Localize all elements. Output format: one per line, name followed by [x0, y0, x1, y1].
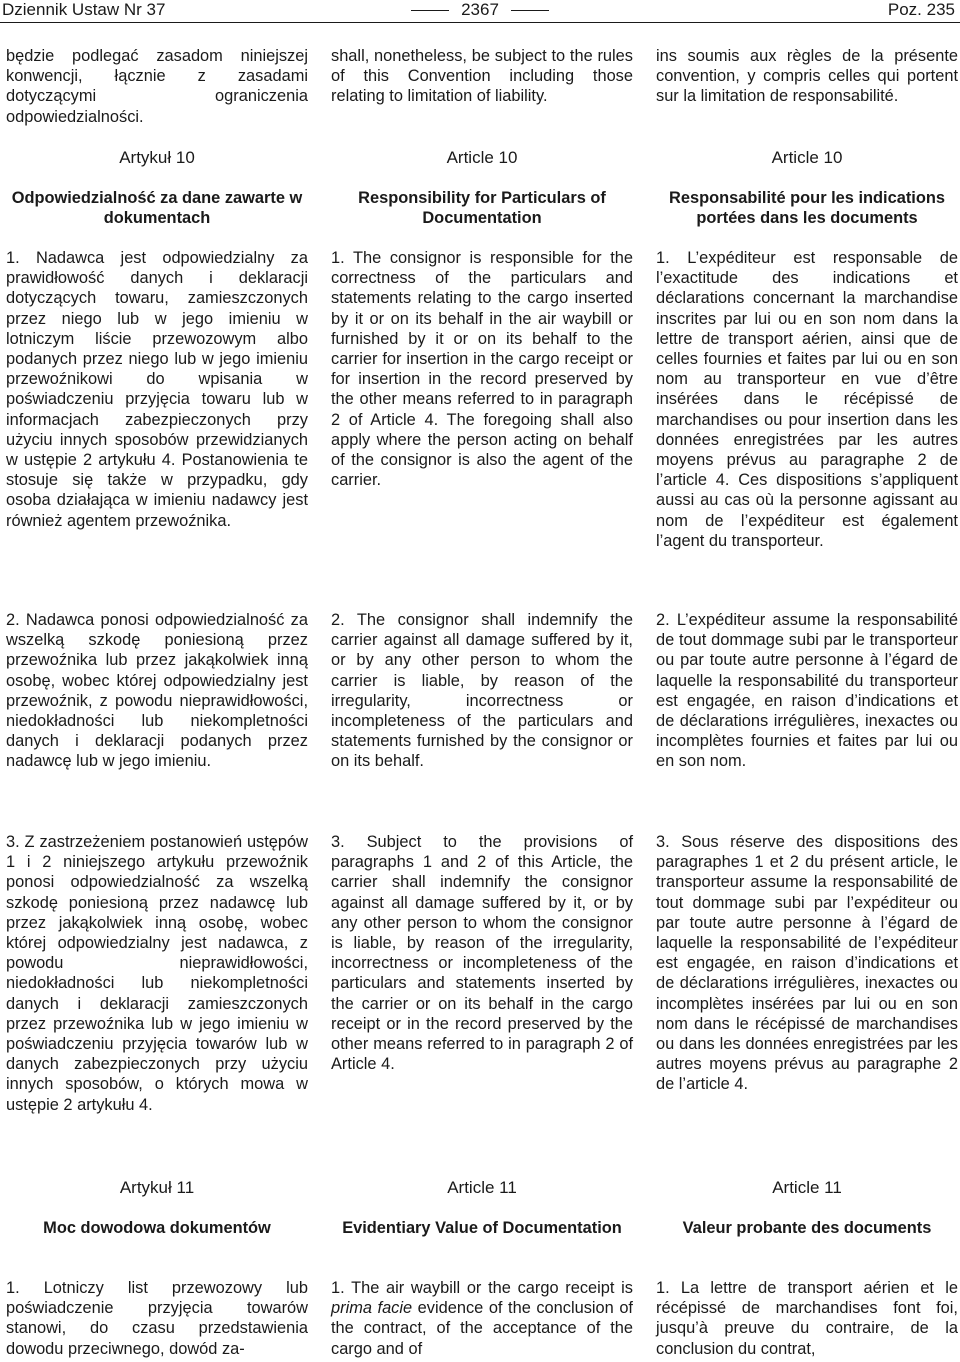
fr-article-11-title: Valeur probante des documents — [682, 1219, 932, 1237]
en-p4-block — [331, 1278, 633, 1359]
pl-paragraph-3: 3. Z zastrzeżeniem postanowień ustępów 1 i 2 niniejszego artykułu przewoźnik ponosi odpowiedzialność za wszelką szkodę poniesioną przez nadawcę lub przez jakąkolwiek inną osobę, wobec której odpowiedzialny jest nadawca, z powodu nieprawidłowości, niedokładności lub niekompletności danych i deklaracji zamieszczonych przez przewoźnika lub w jego imieniu w poświadczeniu przyjęcia towarów lub w danych zabezpieczonych przy użyciu innych sposobów, o których mowa w ustępie 2 artykułu 4. — [6, 833, 308, 1114]
en-p2-block — [331, 610, 633, 772]
en-paragraph-2: 2. The consignor shall indemnify the carrier against all damage suffered by it, or by any other person to whom the carrier is liable, by reason of the irregularity, incorrectness or incompleteness of the particulars and statements furnished by the consignor or on its behalf. — [331, 611, 633, 771]
pl-article-11-heading: Artykuł 11 — [119, 1178, 195, 1197]
en-article-11-title-block — [331, 1218, 633, 1238]
page-number-dash-left — [411, 10, 449, 11]
item-number: Poz. 235 — [887, 0, 955, 19]
pl-p3-block — [6, 832, 308, 1115]
fr-paragraph-2: 2. L’expéditeur assume la responsabilité de tout dommage subi par le transporteur ou par toute autre personne à l’égard de laquelle la responsabilité du transporteur est engagée, en raison d’indications et de déclarations irrégulières, inexactes ou incomplètes fournies et faites par lui ou en son nom. — [656, 611, 958, 771]
en-p4-text-a: 1. The air waybill or the cargo receipt is — [331, 1279, 633, 1297]
en-intro: shall, nonetheless, be subject to the rules of this Convention including those relating to limitation of liability. — [331, 47, 633, 106]
fr-article-10-title-block — [656, 188, 958, 228]
en-p4-text-b: evidence of the conclusion of the contract, of the acceptance of the cargo and of — [331, 1299, 633, 1358]
en-article-10-title-block — [331, 188, 633, 228]
page-header — [0, 0, 960, 22]
pl-paragraph-2: 2. Nadawca ponosi odpowiedzialność za wszelką szkodę poniesioną przez przewoźnika lub przez jakąkolwiek inną osobę, wobec której odpowiedzialny jest przewoźnik, z powodu nieprawidłowości, niedokładności lub niekompletności danych i deklaracji podanych przez nadawcę lub w jego imieniu. — [6, 611, 308, 771]
fr-article-11-heading: Article 11 — [772, 1178, 842, 1197]
pl-article-10-heading: Artykuł 10 — [119, 148, 195, 167]
page-number-dash-right — [511, 10, 549, 11]
header-rule — [0, 22, 960, 23]
en-article-11-heading: Article 11 — [447, 1178, 517, 1197]
fr-p2-block — [656, 610, 958, 772]
pl-paragraph-1: 1. Nadawca jest odpowiedzialny za prawidłowość danych i deklaracji dotyczących towaru, zamieszczonych przez niego lub w jego imieniu w lotniczym liście przewozowym albo podanych przez niego lub w jego imieniu przewoźnikowi do wpisania w poświadczeniu przyjęcia towaru lub w informacjach zabezpieczonych przy użyciu innych sposobów przewidzianych w ustępie 2 artykułu 4. Postanowienia te stosuje się także w przypadku, gdy osoba działająca w imieniu nadawcy jest również agentem przewoźnika. — [6, 249, 308, 530]
fr-p3-block — [656, 832, 958, 1095]
pl-p2-block — [6, 610, 308, 772]
fr-article-11-title-block — [656, 1218, 958, 1238]
fr-intro-block — [656, 46, 958, 107]
en-p1-block — [331, 248, 633, 490]
en-p4-emphasis: prima facie — [331, 1299, 413, 1318]
en-article-10-heading: Article 10 — [446, 148, 518, 167]
fr-paragraph-1: 1. L’expéditeur est responsable de l’exactitude des indications et déclarations concernant la marchandise inscrites par lui ou en son nom dans la lettre de transport aérien, ainsi que de celles fournies et faites par lui ou en son nom au transporteur en vue d’être insérées dans le récépissé de marchandises ou pour insertion dans les données enregistrées par les autres moyens prévus au paragraphe 2 de l’article 4. Ces dispositions s’appliquent aussi au cas où la personne agissant au nom de l’expéditeur est également l’agent du transporteur. — [656, 249, 958, 550]
pl-article-10-title: Odpowiedzialność za dane zawarte w dokumentach — [11, 189, 303, 228]
fr-article-11-paragraph-1: 1. La lettre de transport aérien et le récépissé de marchandises font foi, jusqu’à preuve du contraire, de la conclusion du contrat, — [656, 1279, 958, 1358]
en-article-11-title: Evidentiary Value of Documentation — [342, 1219, 622, 1237]
en-article-10-block — [331, 148, 633, 168]
pl-article-11-paragraph-1: 1. Lotniczy list przewozowy lub poświadczenie przyjęcia towarów stanowi, do czasu przedstawienia dowodu przeciwnego, dowód za- — [6, 1279, 308, 1358]
page-number — [0, 0, 960, 20]
fr-p1-block — [656, 248, 958, 551]
pl-intro: będzie podlegać zasadom niniejszej konwencji, łącznie z zasadami dotyczącymi ograniczenia odpowiedzialności. — [6, 47, 308, 126]
pl-article-11-block — [6, 1178, 308, 1198]
fr-article-10-block — [656, 148, 958, 168]
en-article-10-title: Responsibility for Particulars of Documentation — [358, 189, 606, 228]
en-paragraph-1: 1. The consignor is responsible for the correctness of the particulars and statements relating to the cargo inserted by it or on its behalf in the air waybill or furnished by it or on its behalf to the carrier for insertion in the cargo receipt or for insertion in the record preserved by the other means referred to in paragraph 2 of Article 4. The foregoing shall also apply where the person acting on behalf of the consignor is also the agent of the carrier. — [331, 249, 633, 490]
en-article-11-paragraph-1 — [331, 1278, 633, 1359]
en-paragraph-3: 3. Subject to the provisions of paragraphs 1 and 2 of this Article, the carrier shall indemnify the consignor against all damage suffered by it, or by any other person to whom the consignor is liable, by reason of the irregularity, incorrectness or incompleteness of the particulars and statements inserted by the carrier or on its behalf in the cargo receipt or in the record preserved by the other means referred to in paragraph 2 of Article 4. — [331, 833, 633, 1074]
en-p3-block — [331, 832, 633, 1074]
fr-article-10-title: Responsabilité pour les indications portées dans les documents — [669, 189, 945, 228]
pl-article-10-title-block — [6, 188, 308, 228]
fr-article-10-heading: Article 10 — [771, 148, 843, 167]
en-article-11-block — [331, 1178, 633, 1198]
pl-p1-block — [6, 248, 308, 531]
pl-article-11-title-block — [6, 1218, 308, 1238]
pl-intro-block — [6, 46, 308, 127]
fr-paragraph-3: 3. Sous réserve des dispositions des paragraphes 1 et 2 du présent article, le transporteur assume la responsabilité de tout dommage subi par l’expéditeur ou par toute autre personne à l’égard de laquelle la responsabilité de l’expéditeur est engagée, en raison d’indications et de déclarations irrégulières, inexactes ou incomplètes insérées par lui ou en son nom dans le récépissé de marchandises ou dans les données enregistrées par les autres moyens prévus au paragraphe 2 de l’article 4. — [656, 833, 958, 1094]
page-number-text: 2367 — [461, 0, 499, 19]
en-intro-block — [331, 46, 633, 107]
fr-article-11-block — [656, 1178, 958, 1198]
pl-article-11-title: Moc dowodowa dokumentów — [43, 1219, 271, 1237]
journal-title: Dziennik Ustaw Nr 37 — [2, 0, 166, 19]
fr-intro: ins soumis aux règles de la présente convention, y compris celles qui portent sur la limitation de responsabilité. — [656, 47, 958, 106]
pl-p4-block — [6, 1278, 308, 1359]
pl-article-10-block — [6, 148, 308, 168]
fr-p4-block — [656, 1278, 958, 1359]
